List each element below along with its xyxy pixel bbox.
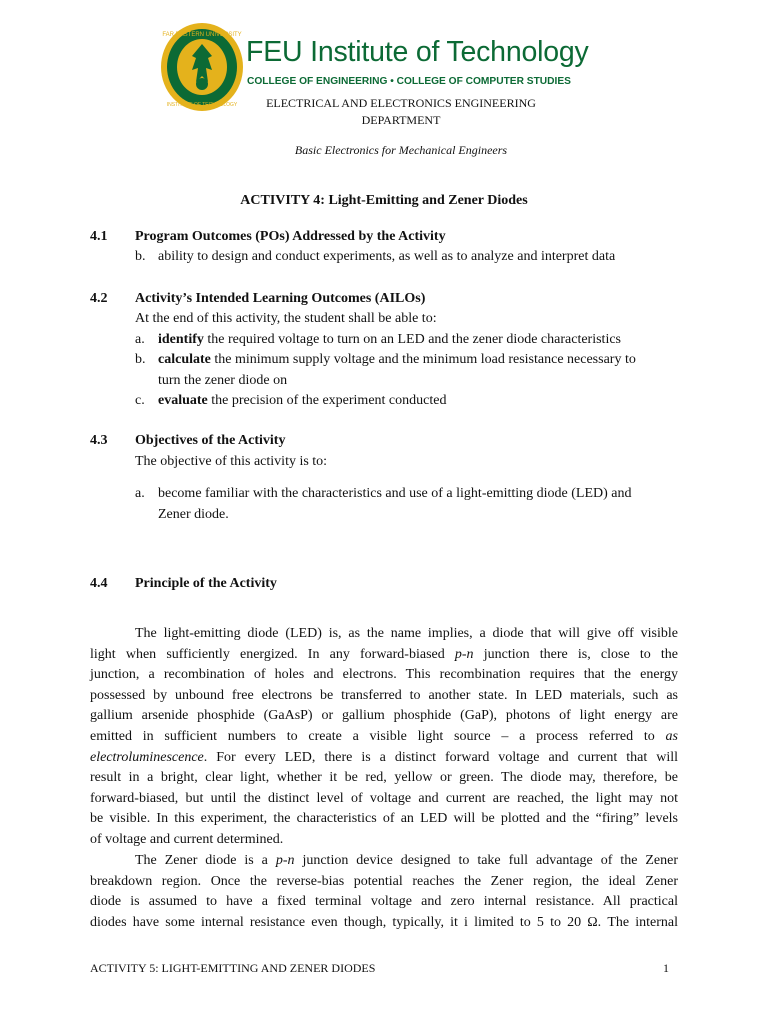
section-number-4-1: 4.1	[90, 229, 108, 244]
colleges-line: COLLEGE OF ENGINEERING • COLLEGE OF COMPUTER STUDIES	[247, 76, 571, 87]
course-name: Basic Electronics for Mechanical Engineers	[294, 143, 508, 157]
paragraph-line: electroluminescence. For every LED, there is a distinct forward voltage and current that will	[90, 749, 678, 765]
svg-text:INSTITUTE OF TECHNOLOGY: INSTITUTE OF TECHNOLOGY	[166, 102, 238, 108]
department-line-1: ELECTRICAL AND ELECTRONICS ENGINEERING	[266, 96, 536, 110]
paragraph-line: light when sufficiently energized. In any forward-biased p-n junction there is, close to the	[90, 646, 678, 662]
paragraph-line: be visible. In this experiment, the characteristics of an LED will be plotted and the “firing” levels	[90, 811, 678, 827]
paragraph-led	[90, 624, 678, 851]
section-number-4-2: 4.2	[90, 291, 108, 306]
section-intro: The objective of this activity is to:	[135, 454, 328, 469]
paragraph-line: diodes have some internal resistance even though, typically, it i limited to 5 to 20 Ω. The internal	[90, 914, 678, 930]
list-marker: c.	[135, 393, 145, 408]
section-title-4-1: Program Outcomes (POs) Addressed by the Activity	[135, 229, 446, 244]
list-item-keyword: calculate	[158, 352, 211, 367]
list-marker: a.	[135, 486, 145, 501]
paragraph-line: The Zener diode is a p-n junction device designed to take full advantage of the Zener	[135, 853, 679, 868]
section-title-4-3: Objectives of the Activity	[135, 433, 286, 448]
footer-title: ACTIVITY 5: LIGHT-EMITTING AND ZENER DIODES	[90, 961, 376, 975]
paragraph-line: forward-biased, but until the distinct level of voltage and current are reached, the light may not	[90, 790, 678, 806]
list-item	[158, 391, 446, 411]
list-marker: b.	[135, 249, 146, 264]
paragraph-line: junction, a recombination of holes and electrons. This recombination requires that the energy	[90, 667, 678, 683]
paragraph-line: diode is assumed to have a fixed terminal voltage and zero internal resistance. All practical	[90, 894, 678, 910]
list-item-keyword: identify	[158, 332, 204, 347]
paragraph-line: The light-emitting diode (LED) is, as the name implies, a diode that will give off visible	[135, 626, 678, 641]
section-title-4-4: Principle of the Activity	[135, 576, 277, 591]
paragraph-line: of voltage and current determined.	[90, 831, 284, 847]
list-item	[158, 350, 636, 370]
paragraph-line: emitted in sufficient numbers to create a visible light source – a process referred to as	[90, 728, 678, 744]
list-item	[158, 330, 621, 350]
paragraph-zener	[90, 851, 678, 933]
list-item-keyword: evaluate	[158, 393, 208, 408]
paragraph-line: gallium arsenide phosphide (GaAsP) or gallium phosphide (GaP), photons of light energy are	[90, 708, 678, 724]
page-number: 1	[663, 961, 669, 975]
svg-text:FAR EASTERN UNIVERSITY: FAR EASTERN UNIVERSITY	[162, 32, 242, 38]
paragraph-line: possessed by unbound free electrons be transferred to another state. In LED materials, such as	[90, 687, 678, 703]
list-item-continuation: Zener diode.	[158, 507, 229, 522]
paragraph-line: breakdown region. Once the reverse-bias potential reaches the Zener region, the ideal Zener	[90, 873, 678, 889]
list-item: ability to design and conduct experiments, as well as to analyze and interpret data	[158, 249, 616, 264]
list-item-text: the required voltage to turn on an LED and the zener diode characteristics	[203, 332, 621, 347]
section-intro: At the end of this activity, the student shall be able to:	[135, 311, 437, 326]
list-marker: a.	[135, 332, 145, 347]
activity-title: ACTIVITY 4: Light-Emitting and Zener Diodes	[240, 193, 528, 208]
paragraph-line: result in a bright, clear light, whether it be red, yellow or green. The diode may, therefore, be	[90, 770, 678, 786]
list-marker: b.	[135, 352, 146, 367]
department-line-2: DEPARTMENT	[361, 113, 441, 127]
list-item-text: the precision of the experiment conducted	[207, 393, 447, 408]
institute-name: FEU Institute of Technology	[246, 36, 589, 68]
list-item-text: the minimum supply voltage and the minimum load resistance necessary to	[210, 352, 636, 367]
list-item: become familiar with the characteristics and use of a light-emitting diode (LED) and	[158, 486, 632, 501]
section-number-4-4: 4.4	[90, 576, 108, 591]
section-title-4-2: Activity’s Intended Learning Outcomes (AILOs)	[135, 291, 426, 306]
section-number-4-3: 4.3	[90, 433, 108, 448]
list-item-continuation: turn the zener diode on	[158, 373, 288, 388]
